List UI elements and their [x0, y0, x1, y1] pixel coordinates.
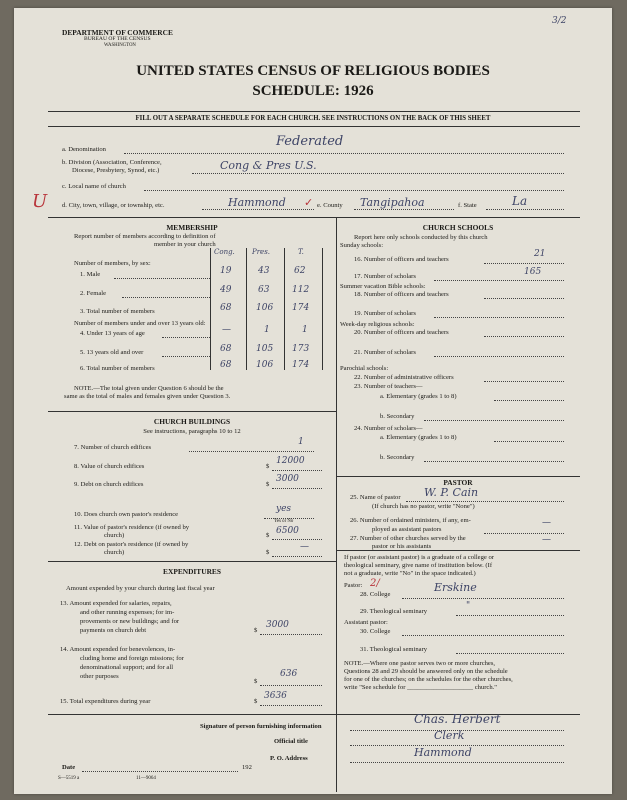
page-number: 3/2: [552, 16, 567, 26]
row-1-pres: 43: [258, 266, 270, 276]
grad-note-1: If pastor (or assistant pastor) is a graduate of a college or: [344, 554, 494, 561]
row-2-pres: 63: [258, 285, 270, 295]
q23b-label: b. Secondary: [380, 413, 415, 420]
pastor-heading: PASTOR: [443, 478, 473, 487]
row-5-cong: 68: [220, 344, 232, 354]
row-6-total: 174: [292, 360, 310, 370]
row-2-label: 2. Female: [80, 290, 107, 297]
col-header-pres: Pres.: [252, 248, 271, 256]
q31-label: 31. Theological seminary: [360, 646, 428, 653]
q13-line-2: and other running expenses; for im-: [80, 609, 175, 616]
denomination-label: a. Denomination: [62, 146, 106, 153]
q8-value: 12000: [276, 456, 305, 466]
q16-label: 16. Number of officers and teachers: [354, 256, 449, 263]
buildings-heading: CHURCH BUILDINGS: [153, 417, 231, 426]
q15-value: 3636: [264, 691, 287, 701]
q13-dollar: $: [254, 627, 258, 634]
division-value: Cong & Pres U.S.: [220, 159, 317, 172]
row-6-cong: 68: [220, 360, 232, 370]
q16-value: 21: [534, 249, 546, 259]
schools-heading: CHURCH SCHOOLS: [422, 223, 494, 232]
q12-dollar: $: [266, 549, 270, 556]
pastor-sub-number: 2/: [370, 578, 380, 589]
bureau-name: BUREAU OF THE CENSUS: [84, 36, 151, 42]
row-6-label: 6. Total number of members: [80, 365, 155, 372]
check-icon: ✓: [304, 197, 314, 209]
row-4-label: 4. Under 13 years of age: [80, 330, 145, 337]
grad-note-2: theological seminary, give name of institution below. (If: [344, 562, 493, 569]
q23a-label: a. Elementary (grades 1 to 8): [380, 393, 457, 400]
q13-value: 3000: [266, 620, 289, 630]
q25-note: (If church has no pastor, write "None"): [372, 503, 475, 510]
q18-label: 18. Number of officers and teachers: [354, 291, 449, 298]
q28-value: Erskine: [434, 581, 477, 594]
print-number: 11—9064: [136, 776, 156, 781]
q30-label: 30. College: [360, 628, 391, 635]
row-4-pres: 1: [264, 325, 270, 335]
q29-value: ": [466, 601, 471, 611]
division-label-1: b. Division (Association, Conference,: [62, 159, 162, 166]
form-subtitle: SCHEDULE: 1926: [252, 83, 374, 99]
q13-line-3: provements or new buildings; and for: [80, 618, 180, 625]
row-4-cong: —: [222, 325, 231, 335]
pastor-note-1: NOTE.—Where one pastor serves two or more churches,: [344, 660, 496, 667]
schools-sub: Report here only schools conducted by this church: [354, 234, 488, 241]
q17-label: 17. Number of scholars: [354, 273, 416, 280]
q29-label: 29. Theological seminary: [360, 608, 428, 615]
q21-label: 21. Number of scholars: [354, 349, 416, 356]
q10-label: 10. Does church own pastor's residence: [74, 511, 179, 518]
bureau-city: WASHINGTON: [104, 43, 136, 48]
form-instruction: FILL OUT A SEPARATE SCHEDULE FOR EACH CHURCH. SEE INSTRUCTIONS ON THE BACK OF THIS SHEET: [135, 115, 491, 122]
city-value: Hammond: [228, 196, 286, 209]
q7-label: 7. Number of church edifices: [74, 444, 152, 451]
col-header-total: T.: [298, 248, 304, 256]
q13-line-1: 13. Amount expended for salaries, repairs,: [60, 600, 172, 607]
row-3-total: 174: [292, 303, 310, 313]
pastor-note-2: Questions 28 and 29 should be answered only on the schedule: [344, 668, 508, 675]
q24a-label: a. Elementary (grades 1 to 8): [380, 434, 457, 441]
assistant-label: Assistant pastor:: [344, 619, 388, 626]
age-caption: Number of members under and over 13 years old:: [74, 320, 206, 327]
q11-label-1: 11. Value of pastor's residence (if owned by: [74, 524, 190, 531]
row-1-label: 1. Male: [80, 271, 101, 278]
official-title-label: Official title: [274, 738, 308, 745]
weekday-caption: Week-day religious schools:: [340, 321, 415, 328]
row-3-label: 3. Total number of members: [80, 308, 155, 315]
q15-label: 15. Total expenditures during year: [60, 698, 151, 705]
po-address-label: P. O. Address: [270, 755, 308, 762]
row-5-total: 173: [292, 344, 310, 354]
q15-dollar: $: [254, 698, 258, 705]
department-name: DEPARTMENT OF COMMERCE: [62, 28, 173, 37]
by-sex-caption: Number of members, by sex:: [74, 260, 151, 267]
q24-label: 24. Number of scholars—: [354, 425, 423, 432]
row-4-total: 1: [302, 325, 308, 335]
po-address-value: Hammond: [414, 746, 472, 759]
q24b-label: b. Secondary: [380, 454, 415, 461]
form-number: S—5519 a: [58, 776, 80, 781]
q8-label: 8. Value of church edifices: [74, 463, 145, 470]
q25-value: W. P. Cain: [424, 486, 479, 499]
q12-label-2: church): [104, 549, 125, 556]
census-form-sheet: [14, 8, 612, 794]
q14-value: 636: [280, 669, 298, 679]
q22-label: 22. Number of administrative officers: [354, 374, 454, 381]
membership-note-1: NOTE.—The total given under Question 6 should be the: [74, 385, 224, 392]
row-5-pres: 105: [256, 344, 274, 354]
division-label-2: Diocese, Presbytery, Synod, etc.): [72, 167, 160, 174]
q11-value: 6500: [276, 526, 299, 536]
q26-value: —: [542, 518, 551, 528]
q14-line-4: other purposes: [80, 673, 119, 680]
county-label: e. County: [317, 202, 343, 209]
q20-label: 20. Number of officers and teachers: [354, 329, 449, 336]
local-name-label: c. Local name of church: [62, 183, 126, 190]
pastor-note-3: for one of the churches; on the schedules for the other churches,: [344, 676, 513, 683]
row-1-cong: 19: [220, 266, 232, 276]
q26-line-1: 26. Number of ordained ministers, if any, em-: [350, 517, 471, 524]
pastor-note-4: write "See schedule for ____________________ church.": [344, 684, 497, 691]
summer-caption: Summer vacation Bible schools:: [340, 283, 426, 290]
q27-line-1: 27. Number of other churches served by the: [350, 535, 466, 542]
grad-note-3: not a graduate, write "No" in the space indicated.): [344, 570, 476, 577]
membership-heading: MEMBERSHIP: [166, 223, 218, 232]
q10-hint: Yes or No: [274, 519, 294, 524]
q19-label: 19. Number of scholars: [354, 310, 416, 317]
expenditures-heading: EXPENDITURES: [163, 567, 221, 576]
row-5-label: 5. 13 years old and over: [80, 349, 144, 356]
q14-dollar: $: [254, 678, 258, 685]
state-value: La: [512, 194, 528, 208]
form-title: UNITED STATES CENSUS OF RELIGIOUS BODIES: [136, 63, 490, 79]
q12-value: —: [300, 542, 309, 552]
q17-value: 165: [524, 267, 542, 277]
row-3-cong: 68: [220, 303, 232, 313]
q27-line-2: pastor or his assistants: [372, 543, 432, 550]
signature-label: Signature of person furnishing information: [200, 723, 322, 730]
pastor-sub-label: Pastor:: [344, 582, 363, 589]
q9-dollar: $: [266, 481, 270, 488]
membership-sub2: member in your church: [154, 241, 216, 248]
q8-dollar: $: [266, 463, 270, 470]
row-6-pres: 106: [256, 360, 274, 370]
denomination-value: Federated: [276, 134, 344, 149]
q14-line-3: denominational support; and for all: [80, 664, 174, 671]
q27-value: —: [542, 535, 551, 545]
col-header-cong: Cong.: [214, 248, 235, 256]
row-1-total: 62: [294, 266, 306, 276]
signature-value: Chas. Herbert: [414, 712, 501, 726]
expenditures-sub: Amount expended by your church during last fiscal year: [66, 585, 215, 592]
buildings-sub: See instructions, paragraphs 10 to 12: [143, 428, 241, 435]
membership-sub1: Report number of members according to definition of: [74, 233, 216, 240]
q26-line-2: ployed as assistant pastors: [372, 526, 442, 533]
county-value: Tangipahoa: [360, 196, 425, 209]
q14-line-1: 14. Amount expended for benevolences, in-: [60, 646, 176, 653]
q7-value: 1: [298, 437, 304, 447]
official-title-value: Clerk: [434, 729, 465, 742]
q9-value: 3000: [276, 474, 299, 484]
city-label: d. City, town, village, or township, etc.: [62, 202, 165, 209]
q9-label: 9. Debt on church edifices: [74, 481, 144, 488]
q12-label-1: 12. Debt on pastor's residence (if owned by: [74, 541, 189, 548]
state-label: f. State: [458, 202, 477, 209]
q14-line-2: cluding home and foreign missions; for: [80, 655, 184, 662]
parochial-caption: Parochial schools:: [340, 365, 389, 372]
date-year: 192: [242, 764, 252, 771]
row-3-pres: 106: [256, 303, 274, 313]
q11-label-2: church): [104, 532, 125, 539]
q25-label: 25. Name of pastor: [350, 494, 401, 501]
q11-dollar: $: [266, 532, 270, 539]
q23-label: 23. Number of teachers—: [354, 383, 423, 390]
date-label: Date: [62, 764, 76, 771]
sunday-caption: Sunday schools:: [340, 242, 384, 249]
membership-note-2: same as the total of males and females given under Question 3.: [64, 393, 231, 400]
margin-mark: U: [32, 191, 48, 212]
q28-label: 28. College: [360, 591, 391, 598]
q13-line-4: payments on church debt: [80, 627, 147, 634]
q10-value: yes: [276, 504, 292, 514]
row-2-total: 112: [292, 285, 310, 295]
row-2-cong: 49: [220, 285, 232, 295]
